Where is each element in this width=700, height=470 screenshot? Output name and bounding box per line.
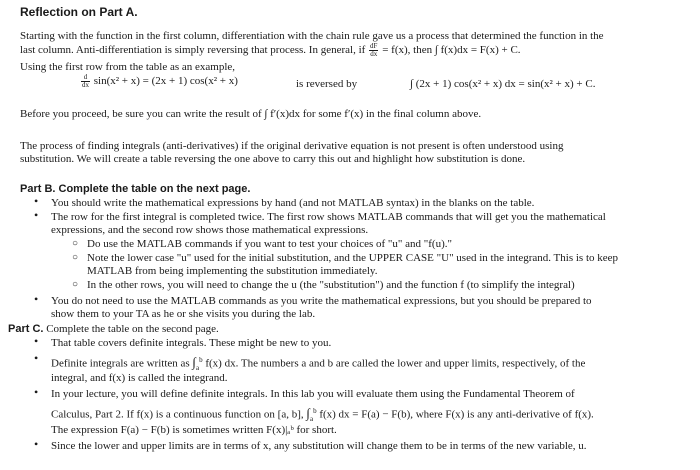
sub-bullet-marker: ○ — [72, 279, 79, 290]
integral-sign: ∫ — [192, 354, 196, 370]
part-c-bullet3-line2-text: Calculus, Part 2. If f(x) is a continuous function on [a, b], — [51, 408, 304, 421]
part-c-bullet2-text-post: f(x) dx. The numbers a and b are called the lower and upper limits, respectively, of the — [205, 357, 586, 370]
paragraph-a3-line1: The process of finding integrals (anti-derivatives) if the original derivative equation is not present is often understood using — [20, 140, 564, 152]
paragraph-a1-line2-text: last column. Anti-differentiation is simply reversing that process. In general, if — [20, 44, 366, 57]
bullet-marker: • — [34, 385, 39, 399]
example-is-reversed-by: is reversed by — [296, 78, 358, 90]
paragraph-a2: Before you proceed, be sure you can write the result of ∫ f′(x)dx for some f′(x) in the final column above. — [20, 108, 482, 120]
heading-part-c — [8, 323, 219, 336]
part-c-bullet1: That table covers definite integrals. These might be new to you. — [51, 337, 332, 349]
part-b-bullet2-line2: expressions, and the second row shows those mathematical expressions. — [51, 224, 369, 236]
example-derivative-expr: sin(x² + x) = (2x + 1) cos(x² + x) — [93, 75, 238, 88]
part-c-bullet2-line2: integral, and f(x) is called the integrand. — [51, 372, 228, 384]
integral-sign: ∫ — [306, 405, 310, 421]
part-b-sub3: In the other rows, you will need to change the u (the "substitution") and the function f (to simplify the integral) — [87, 279, 575, 291]
part-c-heading-text: Complete the table on the second page. — [46, 323, 219, 335]
d-dx-fraction: $\frac{d}{dx}$ — [82, 73, 89, 89]
part-b-bullet2-line1: The row for the first integral is completed twice. The first row shows MATLAB commands that will get you the mathematical — [51, 211, 606, 223]
example-integral: ∫ (2x + 1) cos(x² + x) dx = sin(x² + x) + C. — [410, 78, 596, 90]
bullet-marker: • — [34, 194, 39, 208]
part-b-sub2-line2: MATLAB from being implementing the substitution immediately. — [87, 265, 378, 277]
example-derivative — [80, 74, 238, 89]
part-c-bullet3-line2-formula: f(x) dx = F(a) − F(b), where F(x) is any anti-derivative of f(x). — [319, 408, 594, 421]
paragraph-a1-line2 — [20, 43, 521, 58]
lower-limit: a — [309, 414, 314, 423]
paragraph-a3-line2: substitution. We will create a table reversing the one above to carry this out and highlight how substitution is done. — [20, 153, 526, 165]
part-c-bullet2-text: Definite integrals are written as — [51, 357, 190, 370]
bullet-marker: • — [34, 208, 39, 222]
part-c-label: Part C. — [8, 323, 44, 335]
part-c-bullet4: Since the lower and upper limits are in terms of x, any substitution will change them to be in terms of the new variable, u. — [51, 440, 587, 452]
paragraph-a1-line1: Starting with the function in the first column, differentiation with the chain rule gave us a process that determined the function in the — [20, 30, 604, 42]
sub-bullet-marker: ○ — [72, 252, 79, 263]
part-b-bullet3-line1: You do not need to use the MATLAB commands as you write the mathematical expressions, but you should be prepared to — [51, 295, 592, 307]
part-b-sub1: Do use the MATLAB commands if you want to test your choices of "u" and "f(u)." — [87, 238, 453, 250]
paragraph-a1-line2-formula: = f(x), then ∫ f(x)dx = F(x) + C. — [382, 44, 521, 57]
part-c-bullet3-line2 — [51, 405, 594, 426]
bullet-marker: • — [34, 437, 39, 451]
upper-limit: b — [199, 356, 203, 364]
bullet-marker: • — [34, 351, 39, 365]
dF-dx-fraction: $\frac{dF}{dx}$ — [370, 42, 378, 58]
sub-bullet-marker: ○ — [72, 238, 79, 249]
paragraph-a1-line3: Using the first row from the table as an example, — [20, 61, 236, 73]
part-b-bullet1: You should write the mathematical expressions by hand (and not MATLAB syntax) in the blanks on the table. — [51, 197, 535, 209]
upper-limit: b — [313, 407, 317, 415]
heading-part-b: Part B. Complete the table on the next page. — [20, 183, 251, 195]
bullet-marker: • — [34, 292, 39, 306]
part-c-bullet3-line3: The expression F(a) − F(b) is sometimes written F(x)|ₐᵇ for short. — [51, 424, 337, 436]
part-b-sub2-line1: Note the lower case "u" used for the initial substitution, and the UPPER CASE "U" used in the integrand. This is to keep — [87, 252, 619, 264]
lower-limit: a — [195, 363, 200, 372]
heading-reflection-part-a: Reflection on Part A. — [20, 5, 138, 19]
part-c-bullet3-line1: In your lecture, you will define definite integrals. In this lab you will evaluate them using the Fundamental Theorem of — [51, 388, 575, 400]
bullet-marker: • — [34, 334, 39, 348]
part-b-bullet3-line2: show them to your TA as he or she visits you during the lab. — [51, 308, 316, 320]
